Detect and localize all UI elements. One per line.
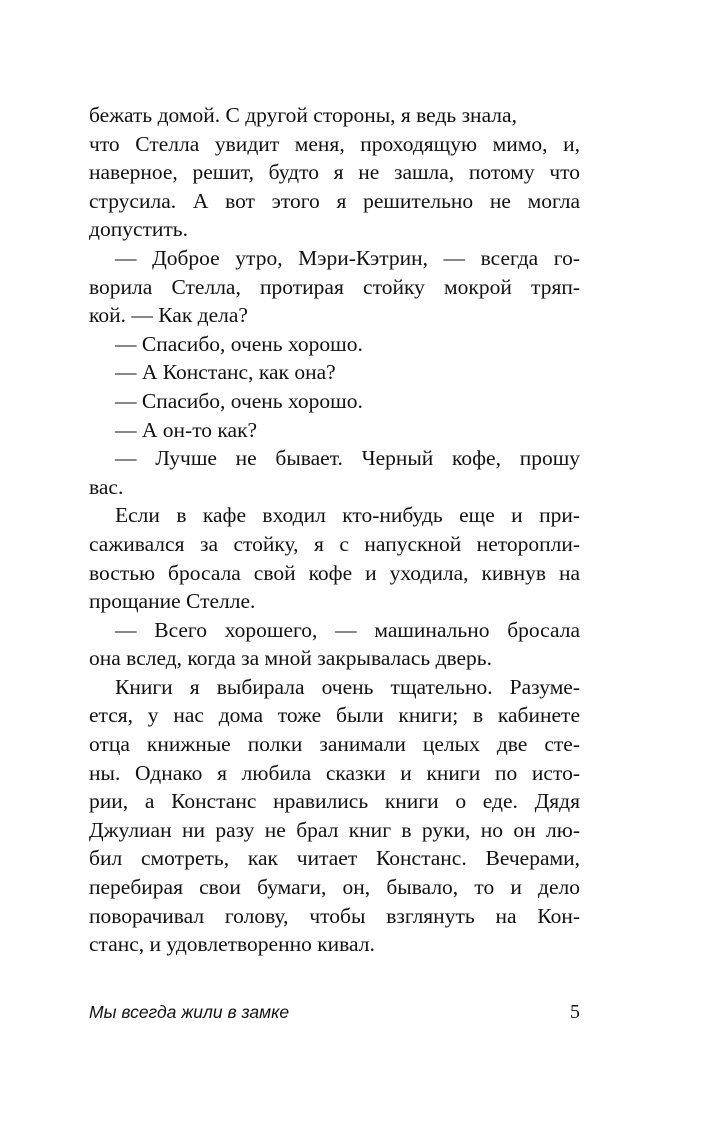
running-title: Мы всегда жили в замке (89, 1002, 290, 1022)
text-line: ны. Однако я любила сказки и книги по исто- (89, 760, 580, 785)
text-line: Книги я выбирала очень тщательно. Разуме- (115, 674, 580, 699)
text-line: саживался за стойку, я с напускной неторопли- (89, 531, 580, 556)
text-line: она вслед, когда за мной закрывалась дверь. (89, 646, 492, 671)
text-line: вас. (89, 474, 124, 499)
text-line: струсила. А вот этого я решительно не могла (89, 188, 580, 213)
text-line: Джулиан ни разу не брал книг в руки, но он лю- (89, 817, 580, 842)
page-footer (89, 1000, 580, 1028)
text-line: Если в кафе входил кто-нибудь еще и при- (115, 503, 580, 528)
text-line: — Спасибо, очень хорошо. (115, 388, 363, 413)
text-line: бежать домой. С другой стороны, я ведь знала, (89, 103, 517, 127)
text-line: ется, у нас дома тоже были книги; в кабинете (89, 703, 580, 728)
text-line: рии, а Констанс нравились книги о еде. Дядя (89, 789, 580, 814)
text-line: прощание Стелле. (89, 589, 256, 614)
text-line: — А Констанс, как она? (115, 360, 336, 385)
page-number: 5 (570, 1001, 580, 1023)
text-line: наверное, решит, будто я не зашла, потому что (89, 160, 580, 185)
text-line: отца книжные полки занимали целых две сте- (89, 732, 580, 757)
text-line: — Всего хорошего, — машинально бросала (115, 617, 580, 642)
text-line: что Стелла увидит меня, проходящую мимо, и, (89, 131, 580, 156)
text-line: допустить. (89, 217, 188, 242)
text-line: ворила Стелла, протирая стойку мокрой тряп- (89, 274, 580, 299)
text-line: бил смотреть, как читает Констанс. Вечерами, (89, 846, 580, 871)
text-line: перебирая свои бумаги, он, бывало, то и дело (89, 875, 580, 900)
body-text (89, 101, 580, 959)
text-line: кой. — Как дела? (89, 303, 248, 328)
text-line: — Доброе утро, Мэри-Кэтрин, — всегда го- (115, 245, 580, 270)
text-line: востью бросала свой кофе и уходила, кивнув на (89, 560, 580, 585)
text-line: поворачивал голову, чтобы взглянуть на Кон- (89, 903, 580, 928)
text-line: — А он-то как? (115, 417, 258, 442)
text-line: — Лучше не бывает. Черный кофе, прошу (115, 446, 580, 471)
text-line: — Спасибо, очень хорошо. (115, 331, 363, 356)
text-line: станс, и удовлетворенно кивал. (89, 932, 375, 957)
